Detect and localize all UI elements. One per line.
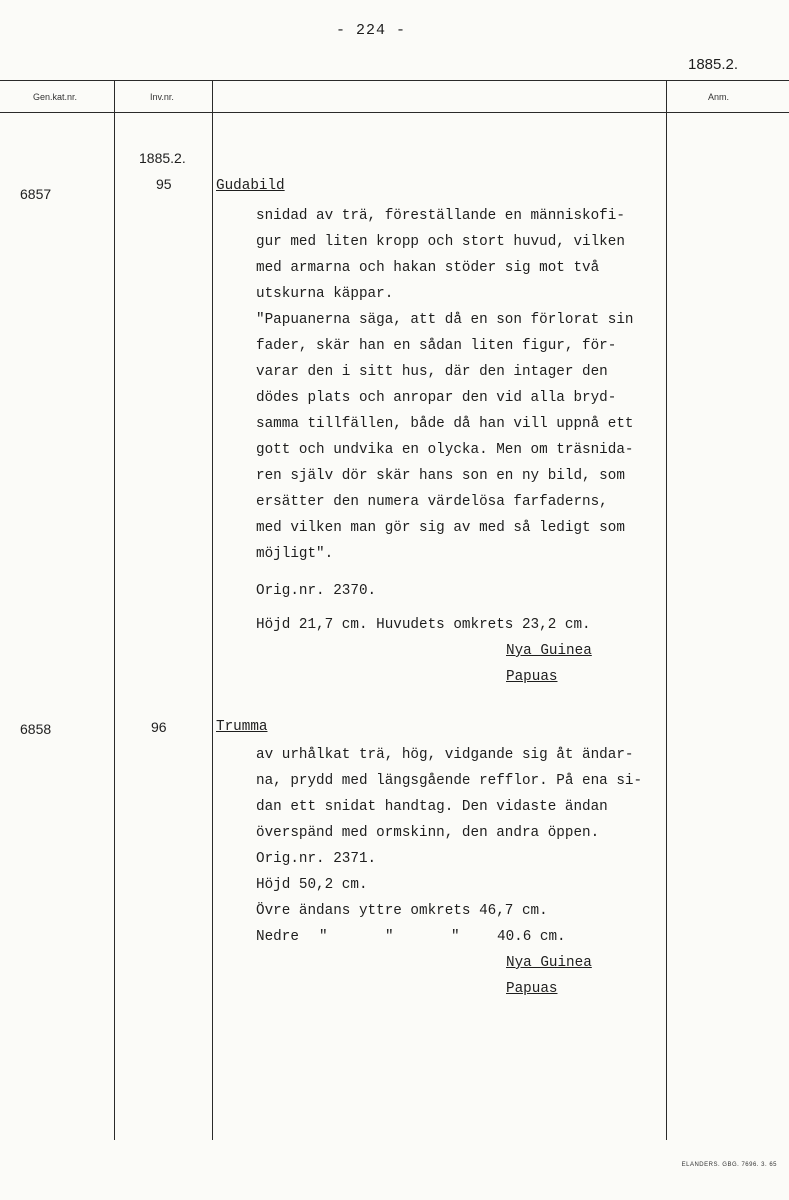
description-line: "Papuanerna säga, att då en son förlorat sin xyxy=(256,312,634,328)
description-line: samma tillfällen, både då han vill uppnå ett xyxy=(256,416,634,432)
description-line: överspänd med ormskinn, den andra öppen. xyxy=(256,825,600,841)
entry-lower-measure-value: 40.6 cm. xyxy=(497,929,566,945)
entry-inv-nr: 95 xyxy=(156,176,172,192)
description-line: gott och undvika en olycka. Men om träsnida- xyxy=(256,442,634,458)
description-line: varar den i sitt hus, där den intager den xyxy=(256,364,608,380)
entry-gen-kat-nr: 6857 xyxy=(20,186,52,202)
entry-orig-nr: Orig.nr. 2371. xyxy=(256,851,377,867)
entry-orig-nr: Orig.nr. 2370. xyxy=(256,583,377,599)
description-line: na, prydd med längsgående refflor. På ena si- xyxy=(256,773,643,789)
entry-lower-measure-label: Nedre xyxy=(256,929,299,945)
entry-description xyxy=(256,742,642,846)
entry-region: Nya Guinea xyxy=(506,643,592,659)
ditto-mark: " xyxy=(451,929,460,945)
description-line: utskurna käppar. xyxy=(256,286,394,302)
entry-people: Papuas xyxy=(506,981,558,997)
description-line: ren själv dör skär hans son en ny bild, som xyxy=(256,468,625,484)
ditto-mark: " xyxy=(385,929,394,945)
entry-gen-kat-nr: 6858 xyxy=(20,721,52,737)
description-line: med vilken man gör sig av med så ledigt som xyxy=(256,520,625,536)
entry-title: Trumma xyxy=(216,719,268,735)
entry-region: Nya Guinea xyxy=(506,955,592,971)
entry-measurement: Höjd 21,7 cm. Huvudets omkrets 23,2 cm. xyxy=(256,617,591,633)
table-top-rule xyxy=(0,80,789,81)
column-header-gen-kat-nr: Gen.kat.nr. xyxy=(33,92,78,102)
entry-inv-nr: 96 xyxy=(151,719,167,735)
page-number: - 224 - xyxy=(336,22,407,39)
group-accession-number: 1885.2. xyxy=(139,150,186,166)
entry-measurement: Övre ändans yttre omkrets 46,7 cm. xyxy=(256,903,548,919)
description-line: gur med liten kropp och stort huvud, vilken xyxy=(256,234,625,250)
ditto-mark: " xyxy=(319,929,328,945)
column-header-anm: Anm. xyxy=(708,92,730,102)
entry-description xyxy=(256,203,634,567)
description-line: av urhålkat trä, hög, vidgande sig åt ändar- xyxy=(256,747,634,763)
description-line: snidad av trä, föreställande en människofi- xyxy=(256,208,625,224)
description-line: med armarna och hakan stöder sig mot två xyxy=(256,260,600,276)
column-header-inv-nr: Inv.nr. xyxy=(150,92,174,102)
description-line: möjligt". xyxy=(256,546,334,562)
header-accession-number: 1885.2. xyxy=(688,56,739,73)
table-header-rule xyxy=(0,112,789,113)
description-line: dan ett snidat handtag. Den vidaste ändan xyxy=(256,799,608,815)
entry-measurement: Höjd 50,2 cm. xyxy=(256,877,368,893)
description-line: fader, skär han en sådan liten figur, för- xyxy=(256,338,617,354)
column-divider-text-anm xyxy=(666,80,667,1140)
entry-title: Gudabild xyxy=(216,178,285,194)
column-divider-gen-inv xyxy=(114,80,115,1140)
column-divider-inv-text xyxy=(212,80,213,1140)
description-line: dödes plats och anropar den vid alla bryd- xyxy=(256,390,617,406)
entry-people: Papuas xyxy=(506,669,558,685)
description-line: ersätter den numera värdelösa farfaderns, xyxy=(256,494,608,510)
printer-imprint: ELANDERS. GBG. 7696. 3. 65 xyxy=(681,1162,777,1168)
